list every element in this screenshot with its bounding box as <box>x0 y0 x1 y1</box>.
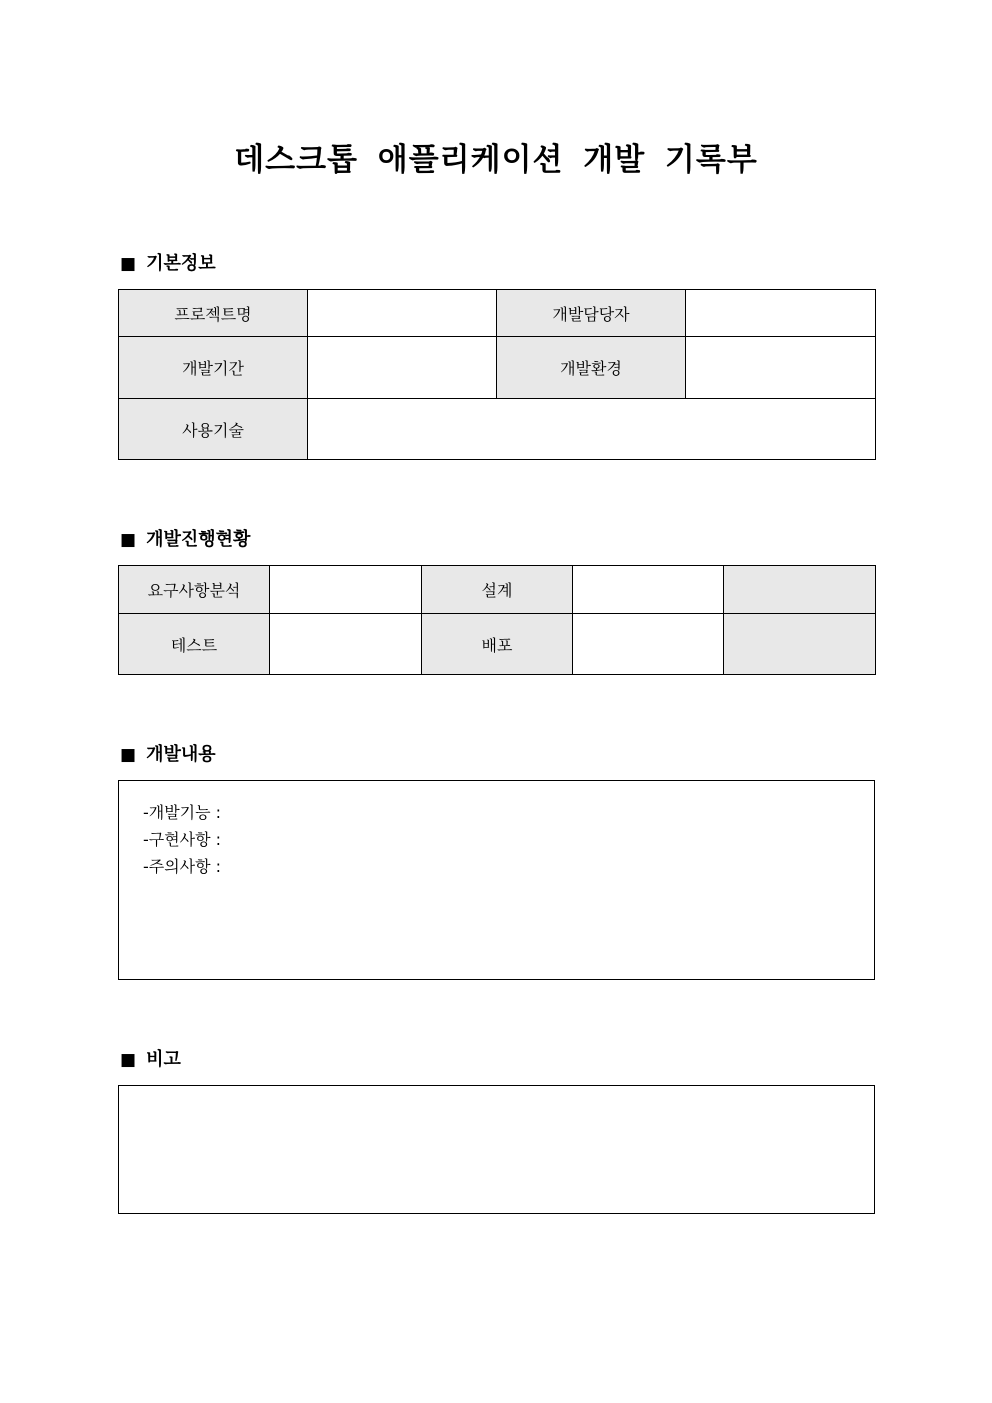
extra-cell-2 <box>724 614 876 675</box>
square-bullet-icon: ■ <box>120 1050 137 1070</box>
tech-field[interactable] <box>308 399 876 460</box>
deploy-field[interactable] <box>573 614 724 675</box>
section-heading-basic-info <box>120 252 216 276</box>
period-label: 개발기간 <box>119 337 308 399</box>
progress-table <box>118 565 876 675</box>
content-line-features: -개발기능 : <box>143 803 222 822</box>
requirements-field[interactable] <box>270 566 422 614</box>
period-field[interactable] <box>308 337 497 399</box>
tech-label: 사용기술 <box>119 399 308 460</box>
document-title: 데스크톱 애플리케이션 개발 기록부 <box>234 142 758 178</box>
environment-label: 개발환경 <box>497 337 686 399</box>
section-heading-progress <box>120 528 250 552</box>
notes-box[interactable] <box>118 1085 875 1214</box>
section-title: 기본정보 <box>146 253 216 274</box>
project-name-label: 프로젝트명 <box>119 290 308 337</box>
section-title: 개발내용 <box>146 744 216 765</box>
extra-cell-1 <box>724 566 876 614</box>
square-bullet-icon: ■ <box>120 254 137 274</box>
design-label: 설계 <box>422 566 573 614</box>
section-heading-content <box>120 743 216 767</box>
content-line-cautions: -주의사항 : <box>143 857 222 876</box>
content-line-implementation: -구현사항 : <box>143 830 222 849</box>
developer-field[interactable] <box>686 290 876 337</box>
basic-info-table <box>118 289 876 460</box>
requirements-label: 요구사항분석 <box>119 566 270 614</box>
section-title: 비고 <box>146 1049 181 1070</box>
design-field[interactable] <box>573 566 724 614</box>
content-box[interactable] <box>118 780 875 980</box>
section-heading-notes <box>120 1048 181 1072</box>
developer-label: 개발담당자 <box>497 290 686 337</box>
square-bullet-icon: ■ <box>120 530 137 550</box>
environment-field[interactable] <box>686 337 876 399</box>
section-title: 개발진행현황 <box>146 529 251 550</box>
test-field[interactable] <box>270 614 422 675</box>
square-bullet-icon: ■ <box>120 745 137 765</box>
project-name-field[interactable] <box>308 290 497 337</box>
deploy-label: 배포 <box>422 614 573 675</box>
test-label: 테스트 <box>119 614 270 675</box>
